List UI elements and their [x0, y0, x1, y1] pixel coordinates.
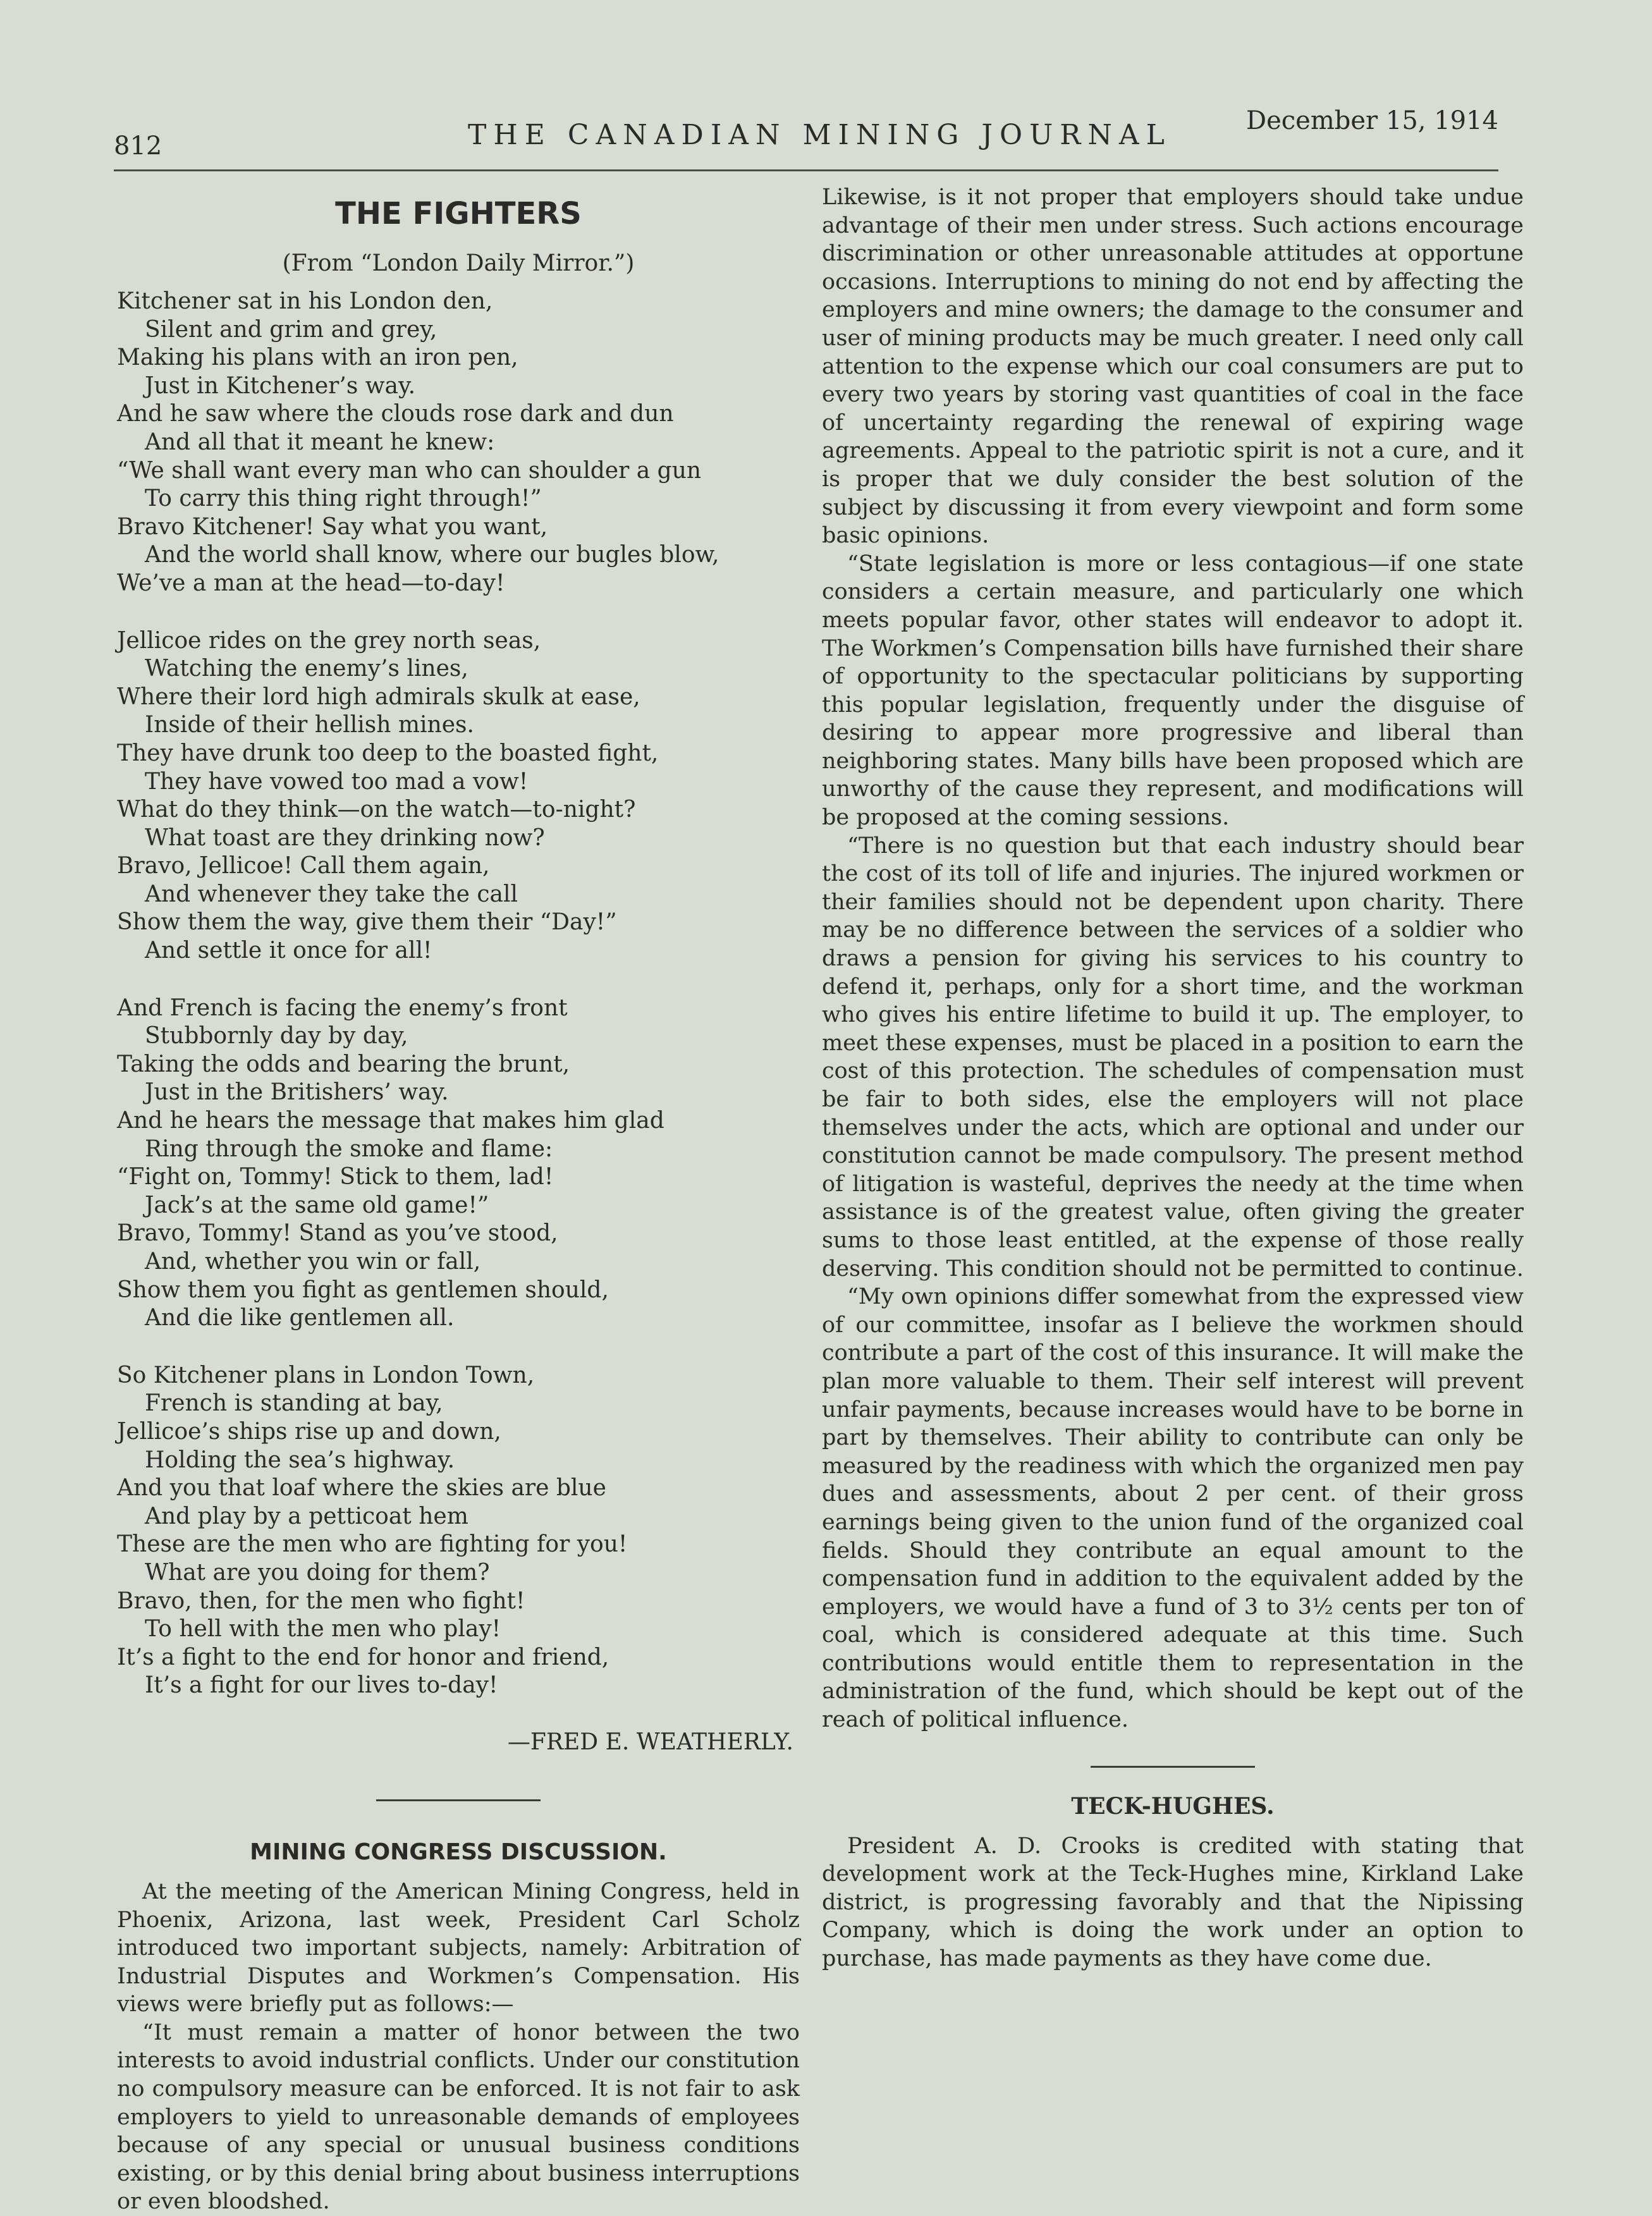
poem-line: And he hears the message that makes him glad	[117, 1108, 664, 1134]
page-number: 812	[114, 132, 162, 161]
article-paragraph: “State legislation is more or less contagious—if one state considers a certain measure, and particularly one which meets popular favor, other states will endeavor to adopt it. The Workmen’s Compensation bills have furnished their share of opportunity to the spectacular politicians by supporting this popular legislation, frequently under the disguise of desiring to appear more progressive and liberal than neighboring states. Many bills have been proposed which are unworthy of the cause they represent, and modifications will be proposed at the coming sessions.	[822, 551, 1524, 831]
section-divider	[1091, 1766, 1255, 1768]
poem-line: They have drunk too deep to the boasted fight,	[117, 740, 659, 766]
poem-line: And you that loaf where the skies are blue	[117, 1475, 606, 1502]
poem-line: Bravo, then, for the men who fight!	[117, 1588, 525, 1614]
poem-line: And he saw where the clouds rose dark and dun	[117, 401, 674, 427]
header-rule	[114, 169, 1498, 171]
issue-date: December 15, 1914	[1246, 106, 1498, 135]
poem-source: (From “London Daily Mirror.”)	[282, 250, 635, 276]
poem-line: Where their lord high admirals skulk at ease,	[117, 683, 640, 710]
poem-line: And, whether you win or fall,	[145, 1249, 481, 1275]
article-paragraph: “My own opinions differ somewhat from the expressed view of our committee, insofar as I believe the workmen should contribute a part of the cost of this insurance. It will make the plan more valuable to them. Their self interest will prevent unfair payments, because increases would have to be borne in part by themselves. Their ability to contribute can only be measured by the readiness with which the organized men pay dues and assessments, about 2 per cent. of their gross earnings being given to the union fund of the organized coal fields. Should they contribute an equal amount to the compensation fund in addition to the equivalent added by the employers, we would have a fund of 3 to 3½ cents per ton of coal, which is considered adequate at this time. Such contributions would entitle them to representation in the administration of the fund, which should be kept out of the reach of political influence.	[822, 1284, 1524, 1733]
article-paragraph: At the meeting of the American Mining Congress, held in Phoenix, Arizona, last week, President Carl Scholz introduced two important subjects, namely: Arbitration of Industrial Disputes and Workmen’s Compensation. His views were briefly put as follows:—	[117, 1878, 800, 2017]
teck-hughes-heading: TECK-HUGHES.	[1071, 1792, 1275, 1820]
poem-line: And the world shall know, where our bugles blow,	[145, 542, 719, 568]
poem-line: “We shall want every man who can shoulder a gun	[117, 457, 702, 484]
poem-stanza	[117, 1362, 800, 1700]
poem-line: Taking the odds and bearing the brunt,	[117, 1051, 570, 1077]
page-header	[114, 106, 1498, 161]
poem-line: What are you doing for them?	[145, 1559, 490, 1586]
poem-line: And French is facing the enemy’s front	[117, 995, 568, 1021]
poem-line: Stubbornly day by day,	[145, 1023, 408, 1050]
poem-line: And all that it meant he knew:	[145, 429, 495, 455]
poem-stanza	[117, 995, 800, 1333]
poem-line: And die like gentlemen all.	[145, 1305, 455, 1331]
section-divider	[376, 1799, 541, 1801]
poem-body	[117, 288, 800, 1700]
poem-stanza	[117, 288, 800, 598]
left-column	[117, 183, 800, 2216]
poem-line: Just in the Britishers’ way.	[145, 1079, 449, 1106]
poem-line: Jack’s at the same old game!”	[145, 1192, 489, 1218]
article-paragraph: Likewise, is it not proper that employers should take undue advantage of their men under stress. Such actions encourage discrimination or other unreasonable attitudes at opportune occasions. Interruptions to mining do not end by affecting the employers and mine owners; the damage to the consumer and user of mining products may be much greater. I need only call attention to the expense which our coal consumers are put to every two years by storing vast quantities of coal in the face of uncertainty regarding the renewal of expiring wage agreements. Appeal to the patriotic spirit is not a cure, and it is proper that we duly consider the best solution of the subject by discussing it from every viewpoint and form some basic opinions.	[822, 185, 1524, 549]
poem-line: Ring through the smoke and flame:	[145, 1136, 553, 1162]
poem-line: Inside of their hellish mines.	[145, 712, 474, 738]
poem-line: We’ve a man at the head—to-day!	[117, 570, 505, 596]
poem-line: Just in Kitchener’s way.	[145, 372, 416, 399]
poem-author: —FRED E. WEATHERLY.	[507, 1729, 793, 1755]
poem-line: These are the men who are fighting for you!	[117, 1531, 628, 1558]
poem-line: It’s a fight to the end for honor and friend,	[117, 1644, 609, 1670]
poem-line: And whenever they take the call	[145, 881, 518, 907]
poem-line: Bravo Kitchener! Say what you want,	[117, 513, 548, 540]
poem-line: What toast are they drinking now?	[145, 824, 545, 851]
poem-line: What do they think—on the watch—to-night?	[117, 797, 636, 823]
poem-line: French is standing at bay,	[145, 1390, 443, 1417]
poem-line: So Kitchener plans in London Town,	[117, 1362, 535, 1388]
congress-article-start	[117, 1878, 800, 2216]
poem-line: Show them you fight as gentlemen should,	[117, 1276, 609, 1303]
poem-line: Show them the way, give them their “Day!”	[117, 909, 617, 936]
poem-line: Watching the enemy’s lines,	[145, 656, 468, 682]
poem-line: “Fight on, Tommy! Stick to them, lad!	[117, 1164, 554, 1191]
poem-line: And play by a petticoat hem	[145, 1503, 468, 1529]
congress-heading: MINING CONGRESS DISCUSSION.	[250, 1839, 667, 1865]
poem-line: Bravo, Tommy! Stand as you’ve stood,	[117, 1220, 558, 1247]
poem-line: Holding the sea’s highway.	[145, 1447, 455, 1473]
poem-line: Kitchener sat in his London den,	[117, 288, 493, 314]
article-paragraph: “It must remain a matter of honor between the two interests to avoid industrial conflicts. Under our constitution no compulsory measure can be enforced. It is not fair to ask employers to yield to unreasonable demands of employees because of any special or unusual business conditions existing, or by this denial bring about business interruptions or even bloodshed.	[117, 2019, 800, 2215]
poem-line: Making his plans with an iron pen,	[117, 345, 518, 371]
poem-line: It’s a fight for our lives to-day!	[145, 1672, 498, 1699]
poem-line: Jellicoe’s ships rise up and down,	[117, 1418, 501, 1445]
teck-hughes-article	[822, 1832, 1524, 1973]
right-column	[822, 183, 1524, 1973]
poem-title: THE FIGHTERS	[335, 196, 582, 231]
poem-line: To hell with the men who play!	[145, 1616, 501, 1643]
journal-title: THE CANADIAN MINING JOURNAL	[468, 119, 1172, 151]
poem-line: To carry this thing right through!”	[145, 486, 542, 512]
poem-stanza	[117, 627, 800, 965]
poem-line: And settle it once for all!	[145, 938, 432, 964]
poem-line: Silent and grim and grey,	[145, 316, 437, 343]
article-paragraph: “There is no question but that each industry should bear the cost of its toll of life and injuries. The injured workmen or their families should not be dependent upon charity. There may be no difference between the services of a soldier who draws a pension for giving his services to his country to defend it, perhaps, only for a short time, and the workman who gives his entire lifetime to build it up. The employer, to meet these expenses, must be placed in a position to earn the cost of this protection. The schedules of compensation must be fair to both sides, else the employers will not place themselves under the acts, which are optional and under our constitution cannot be made compulsory. The present method of litigation is wasteful, deprives the needy at the time when assistance is of the greatest value, often giving the greater sums to those least entitled, at the expense of those really deserving. This condition should not be permitted to continue.	[822, 833, 1524, 1282]
congress-article-continued	[822, 183, 1524, 1734]
poem-line: They have vowed too mad a vow!	[145, 768, 529, 795]
article-paragraph: President A. D. Crooks is credited with stating that development work at the Teck-Hughes mine, Kirkland Lake district, is progressing favorably and that the Nipissing Company, which is doing the work under an option to purchase, has made payments as they have come due.	[822, 1833, 1524, 1972]
poem-line: Bravo, Jellicoe! Call them again,	[117, 853, 490, 879]
poem-line: Jellicoe rides on the grey north seas,	[117, 627, 541, 654]
